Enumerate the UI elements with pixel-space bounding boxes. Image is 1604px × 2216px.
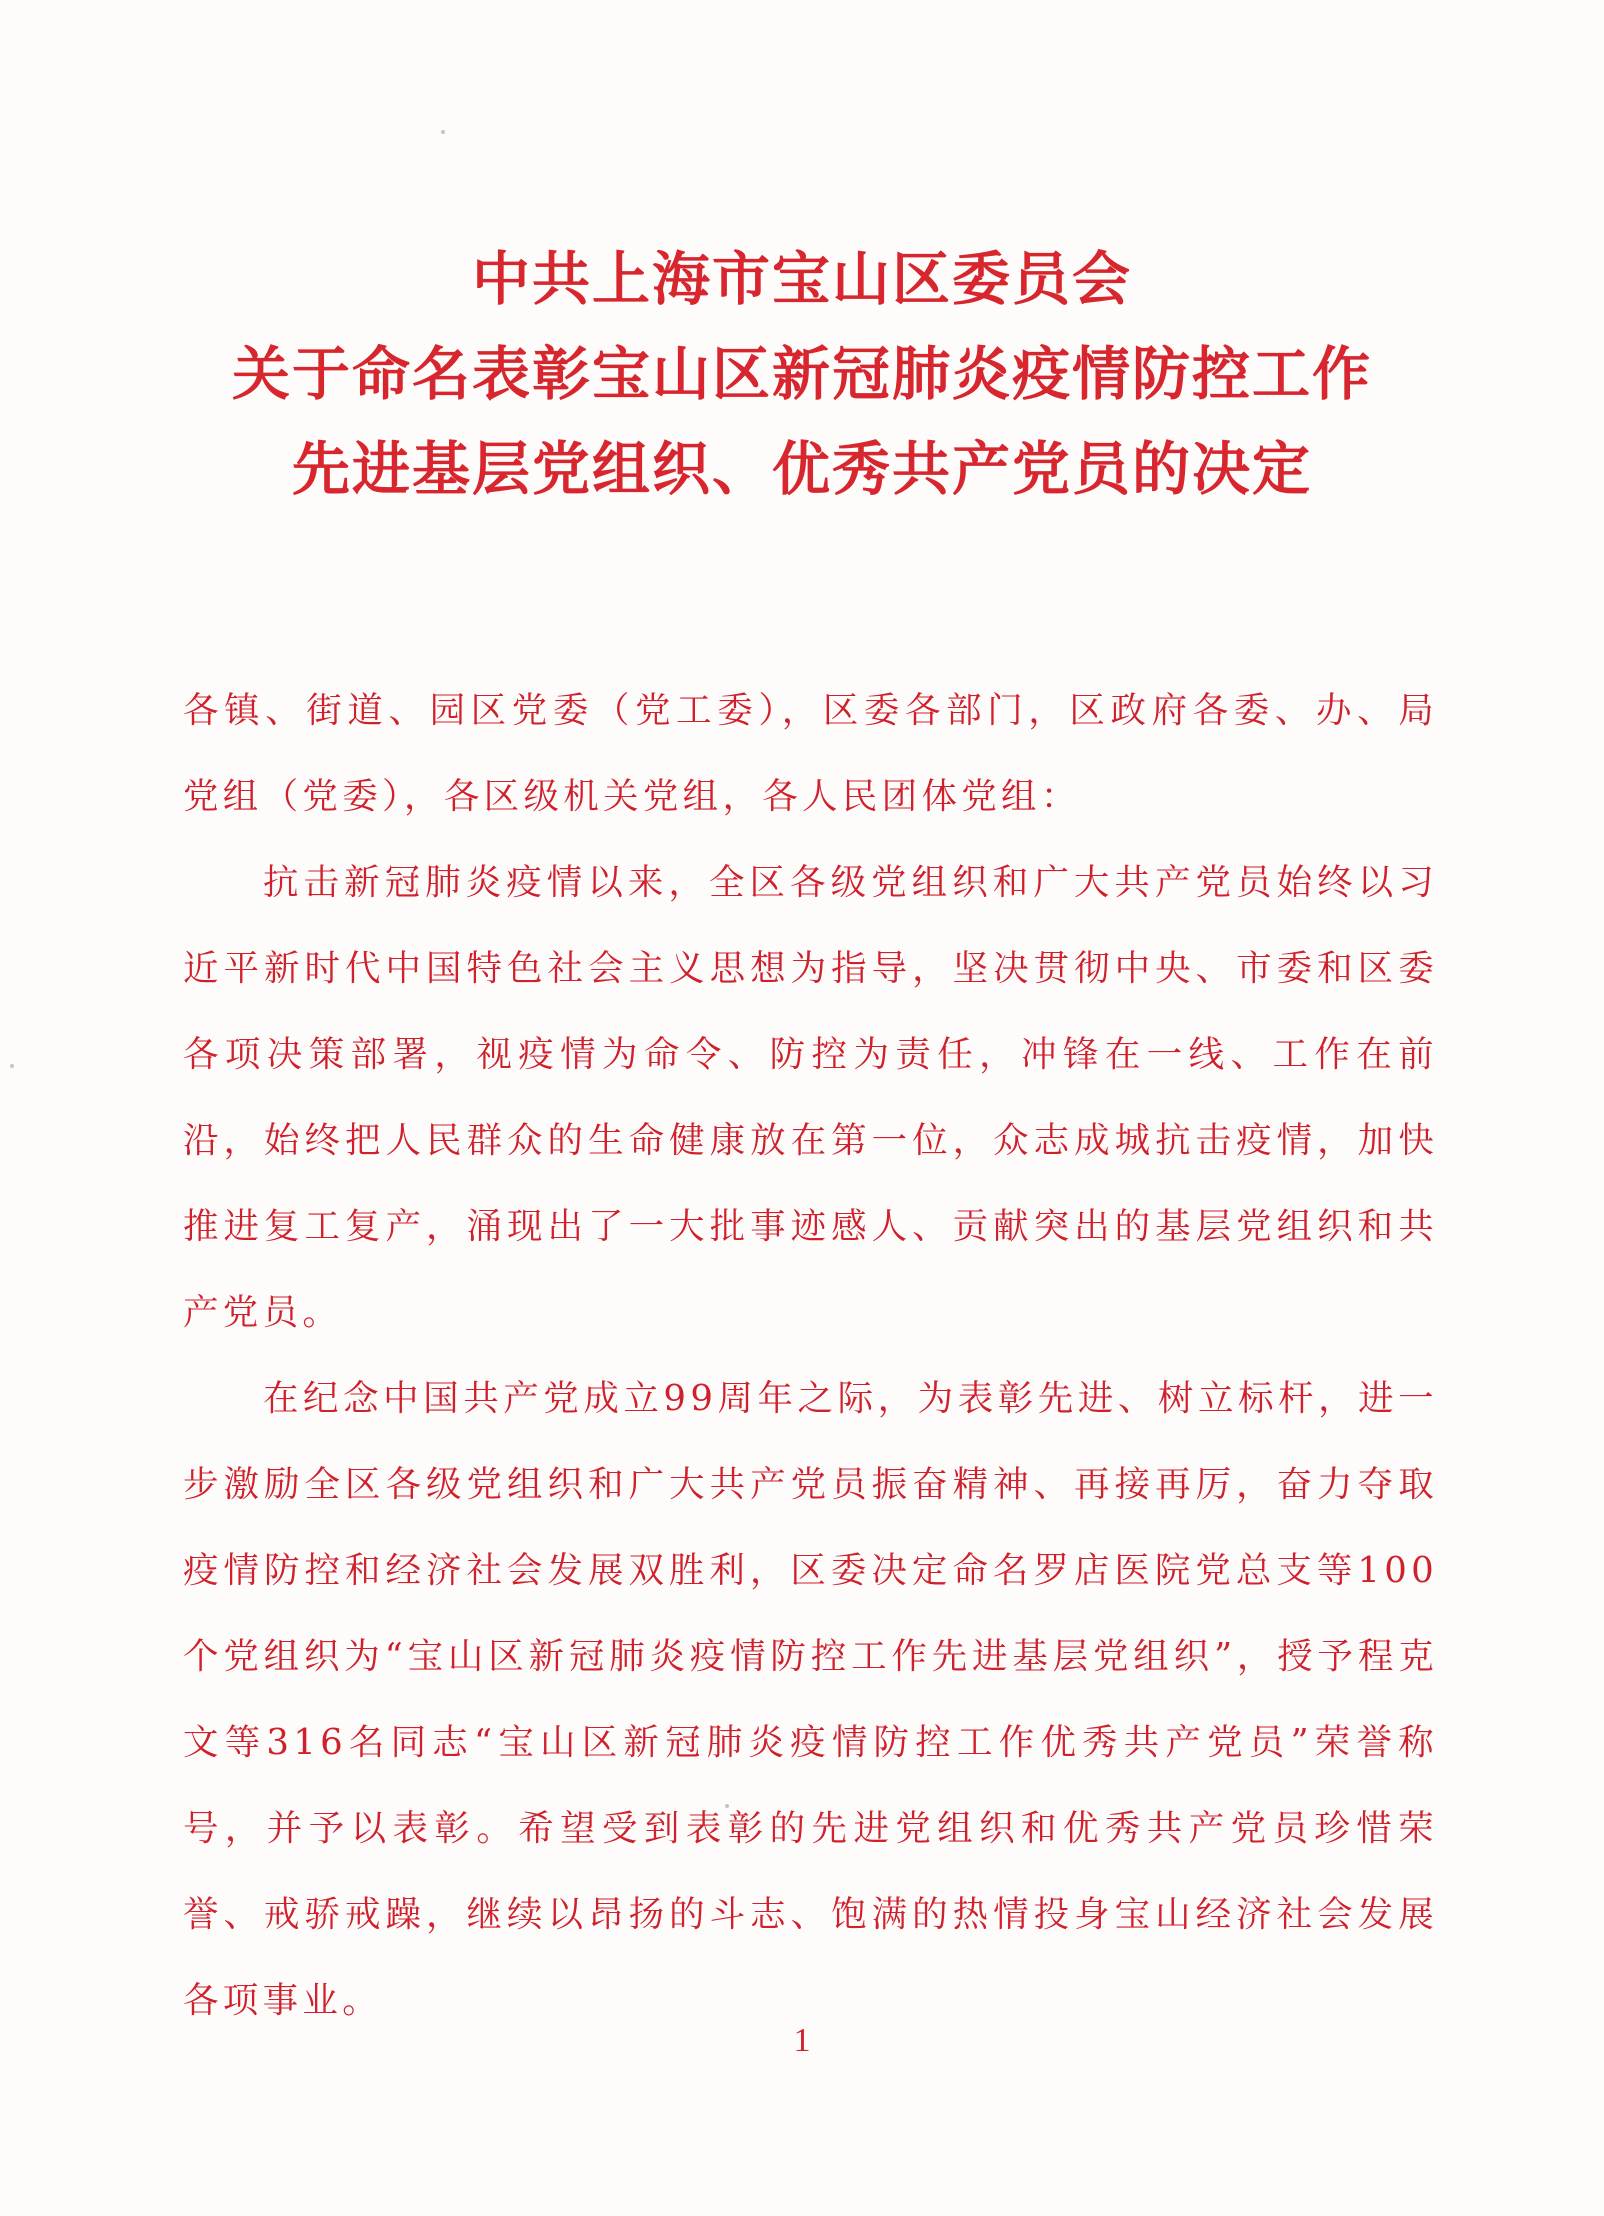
document-title [0,232,1604,517]
title-line-1: 中共上海市宝山区委员会 [471,245,1132,313]
title-line-2: 关于命名表彰宝山区新冠肺炎疫情防控工作 [231,340,1372,408]
paper-speck [10,1064,14,1068]
title-line-3: 先进基层党组织、优秀共产党员的决定 [291,435,1312,503]
addressee-line: 各镇、街道、园区党委（党工委），区委各部门，区政府各委、办、局党组（党委），各区级机关党组，各人民团体党组： [183,690,1438,817]
body-paragraph-2: 在纪念中国共产党成立99周年之际，为表彰先进、树立标杆，进一步激励全区各级党组织和广大共产党员振奋精神、再接再厉，奋力夺取疫情防控和经济社会发展双胜利，区委决定命名罗店医院党总支等100个党组织为“宝山区新冠肺炎疫情防控工作先进基层党组织”，授予程克文等316名同志“宝山区新冠肺炎疫情防控工作优秀共产党员”荣誉称号，并予以表彰。希望受到表彰的先进党组织和优秀共产党员珍惜荣誉、戒骄戒躁，继续以昂扬的斗志、饱满的热情投身宝山经济社会发展各项事业。 [183,1378,1438,2021]
page-number: 1 [793,2022,811,2059]
paper-speck [441,130,445,134]
paper-speck [725,1804,729,1808]
document-body [183,668,1438,2044]
body-paragraph-1: 抗击新冠肺炎疫情以来，全区各级党组织和广大共产党员始终以习近平新时代中国特色社会主义思想为指导，坚决贯彻中央、市委和区委各项决策部署，视疫情为命令、防控为责任，冲锋在一线、工作在前沿，始终把人民群众的生命健康放在第一位，众志成城抗击疫情，加快推进复工复产，涌现出了一大批事迹感人、贡献突出的基层党组织和共产党员。 [183,862,1438,1333]
